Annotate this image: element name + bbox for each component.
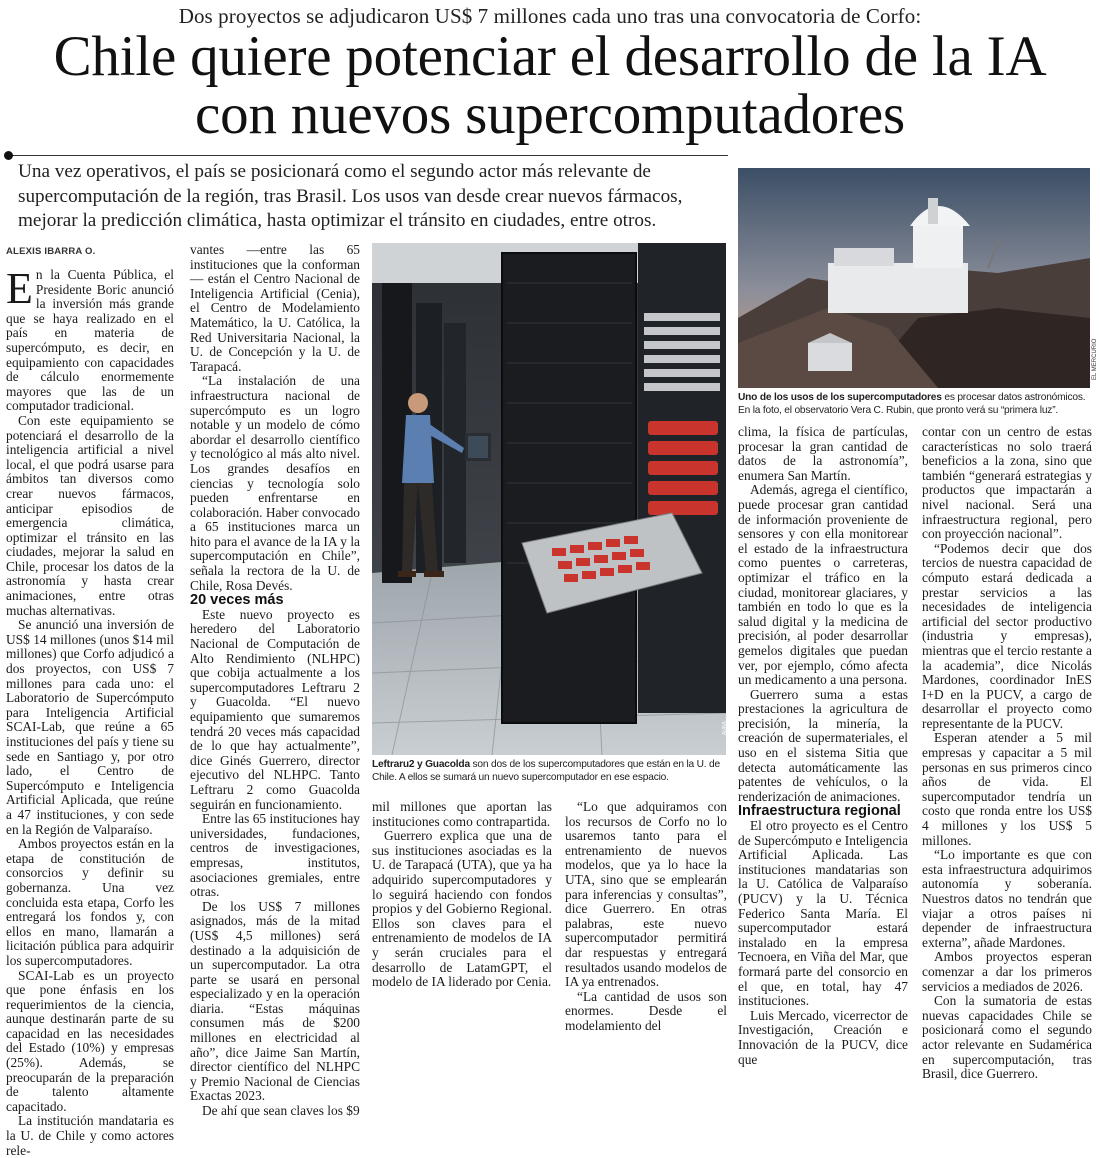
caption-lead: Leftraru2 y Guacolda [372, 759, 470, 770]
caption-lead: Uno de los usos de los supercomputadores [738, 392, 942, 403]
server-room-photo [372, 243, 726, 755]
paragraph: Con este equipamiento se potenciará el desarrollo de la inteligencia artificial a nivel local, el que podrá usarse para ámbitos tan diversos como crear nuevos fármacos, anticipar episodios de emergencia climática, optimizar el tránsito en las ciudades, mejorar la salud en Chile, procesar los datos de la astronomía y hasta crear animaciones, entre otras muchas alternativas. [6, 412, 174, 618]
paragraph: Entre las 65 instituciones hay universidades, fundaciones, centros de investigaciones, empresas, institutos, asociaciones gremiales, entre otras. [190, 811, 360, 900]
paragraph: En la Cuenta Pública, el Presidente Boric anunció la inversión más grande que se haya realizado en el país en materia de supercómputo, es decir, en equipamiento con capacidades de cálculo enormemente mayores que las de un computador tradicional. [6, 264, 174, 414]
caption-text: son dos de los supercomputadores que están en la U. de Chile. A ellos se sumará un nuevo supercomputador en ese espacio. [372, 759, 720, 783]
subhead: 20 veces más [190, 592, 284, 609]
article-column-2 [190, 243, 360, 1119]
headline-line-2: con nuevos supercomputadores [195, 83, 905, 146]
paragraph: Luis Mercado, vicerrector de Investigación, Creación e Innovación de la PUCV, dice que [738, 1007, 908, 1067]
paragraph: Guerrero suma a estas prestaciones la agricultura de precisión, la minería, la creación de supermateriales, el uso en el sistema Sitia que detecta automáticamente las patentes de vehículos, o la renderización de animaciones. [738, 686, 908, 804]
paragraph: mil millones que aportan las instituciones como contrapartida. [372, 799, 552, 829]
photo-credit: EL MERCURIO [1092, 338, 1098, 380]
paragraph: De ahí que sean claves los $9 [202, 1103, 360, 1119]
paragraph: “La cantidad de usos son enormes. Desde el modelamiento del [565, 988, 727, 1033]
paragraph: El otro proyecto es el Centro de Supercómputo e Inteligencia Artificial Aplicada. Las instituciones mandatarias son la U. Católica de Valparaíso (PUCV) y la U. Técnica Federico Santa María. El supercomputador estará instalado en la empresa Tecnoera, en Viña del Mar, que formará parte del consorcio en el que, en total, hay 47 instituciones. [738, 818, 908, 1009]
paragraph: Este nuevo proyecto es heredero del Laboratorio Nacional de Computación de Alto Rendimiento (NLHPC) que cobija actualmente a los supercomputadores Leftraru 2 y Guacolda. “El nuevo equipamiento que sumaremos tendrá 20 veces más capacidad de lo que hay actualmente”, dice Ginés Guerrero, director ejecutivo del NLHPC. Tanto Leftraru 2 como Guacolda seguirán en funcionamiento. [190, 606, 360, 812]
deck: Una vez operativos, el país se posicionará como el segundo actor más relevante de supercomputación de la región, tras Brasil. Los usos van desde crear nuevos fármacos, mejorar la predicción climática, hasta optimizar el tránsito en ciudades, entre otros. [18, 161, 683, 231]
paragraph: La institución mandataria es la U. de Chile y como actores rele- [6, 1113, 174, 1158]
paragraph: “Lo importante es que con esta infraestructura adquirimos autonomía y soberanía. Nuestros datos no tendrán que viajar a otros países ni depender de infraestructura externa”, añade Mardones. [922, 847, 1092, 950]
article-column-1 [6, 264, 174, 1158]
photo-credit: AURA [722, 721, 728, 735]
paragraph: Ambos proyectos están en la etapa de constitución de consorcios y definir su gobernanza. Una vez concluida esta etapa, Corfo les entregará los fondos y, con ellos en mano, llamarán a licitación pública para adquirir los supercomputadores. [6, 836, 174, 968]
paragraph: SCAI-Lab es un proyecto que pone énfasis en los requerimientos de la ciencia, aunque destinarán parte de su capacidad en las necesidades del Estado (10%) y empresas (25%). Además, se preocuparán de la preparación de talento altamente capacitado. [6, 967, 174, 1114]
paragraph: “Podemos decir que dos tercios de nuestra capacidad de cómputo estará dedicada a prestar servicios a las necesidades de inteligencia artificial del sector productivo (industria y empresas), mientras que el tercio restante a la academia”, dice Nicolás Mardones, coordinador InES I+D en la PUCV, a cargo de desarrollar el proyecto como representante de la PUCV. [922, 540, 1092, 731]
article-column-5 [922, 425, 1092, 1082]
subhead: Infraestructura regional [738, 803, 901, 820]
paragraph: vantes —entre las 65 instituciones que la conforman— están el Centro Nacional de Inteligencia Artificial (Cenia), el Centro de Modelamiento Matemático, la U. Católica, la Red Universitaria Nacional, la U. de Concepción y la U. de Tarapacá. [190, 242, 360, 374]
paragraph: “La instalación de una infraestructura nacional de supercómputo es un logro notable y un modelo de cómo abordar el desarrollo científico y tecnológico al más alto nivel. Los grandes desafíos en ciencias y tecnología solo pueden enfrentarse en colaboración. Haber convocado a 65 instituciones marca un hito para el avance de la IA y la supercomputación en Chile”, señala la rectora de la U. de Chile, Rosa Devés. [190, 373, 360, 593]
paragraph: De los US$ 7 millones asignados, más de la mitad (US$ 4,5 millones) será destinado a la adquisición de un supercomputador. La otra parte se usará en personal especializado y en la operación diaria. “Estas máquinas consumen más de $200 millones en electricidad al año”, dice Jaime San Martín, director científico del NLHPC y Premio Nacional de Ciencias Exactas 2023. [190, 898, 360, 1104]
divider-dot [4, 151, 13, 160]
observatory-illustration [738, 168, 1090, 388]
caption-text: es procesar datos astronómicos. En la foto, el observatorio Vera C. Rubin, que pronto verá su “primera luz”. [738, 392, 1086, 416]
paragraph: contar con un centro de estas características no solo traerá beneficios a la zona, sino que también “generará estrategias y productos que impactarán a nivel nacional. Será una infraestructura regional, pero con proyección nacional”. [922, 424, 1092, 542]
paragraph: Con la sumatoria de estas nuevas capacidades Chile se posicionará como el segundo actor relevante en Sudamérica en supercomputación, tras Brasil, dice Guerrero. [922, 993, 1092, 1082]
photo-caption [738, 391, 1092, 417]
paragraph: clima, la física de partículas, procesar la gran cantidad de datos de la astronomía”, enumera San Martín. [738, 424, 908, 483]
paragraph: Además, agrega el científico, puede procesar gran cantidad de información proveniente de sensores y con ella monitorear el estado de la infraestructura como puentes o carreteras, optimizar el tráfico en la ciudad, monitorear glaciares, y también en todo lo que es la salud digital y la medicina de precisión, al poder desarrollar gemelos digitales que puedan ver, por ejemplo, cómo afecta un medicamento a una persona. [738, 482, 908, 688]
article-column-4 [738, 425, 908, 1067]
server-room-illustration [372, 243, 726, 755]
byline: ALEXIS IBARRA O. [6, 246, 96, 257]
paragraph: Ambos proyectos esperan comenzar a dar los primeros servicios a mediados de 2026. [922, 949, 1092, 994]
kicker: Dos proyectos se adjudicaron US$ 7 millones cada uno tras una convocatoria de Corfo: [178, 4, 922, 28]
article-column-3b [565, 800, 727, 1034]
paragraph: “Lo que adquiramos con los recursos de Corfo no lo usaremos tanto para el entrenamiento de nuevos modelos, que ya lo hace la UTA, sino que se emplearán para inferencias y consultas”, dice Guerrero. En otras palabras, este nuevo supercomputador permitirá dar respuestas y entregará resultados usando modelos de IA ya entrenados. [565, 799, 727, 990]
divider-rule [8, 155, 728, 156]
drop-cap: E [6, 264, 33, 313]
headline [0, 25, 1100, 146]
photo-caption [372, 758, 726, 784]
paragraph: Guerrero explica que una de sus instituciones asociadas es la U. de Tarapacá (UTA), que ya ha adquirido supercomputadores y lo seguirá haciendo con fondos propios y del Gobierno Regional. Ellos son claves para el entrenamiento de modelos de IA y serán cruciales para el desarrollo de LatamGPT, el modelo de IA liderado por Cenia. [372, 828, 552, 990]
article-column-3 [372, 800, 552, 990]
paragraph: Se anunció una inversión de US$ 14 millones (unos $14 mil millones) que Corfo adjudicó a dos proyectos, con US$ 7 millones para cada uno: el Laboratorio de Supercómputo para Inteligencia Artificial SCAI-Lab, que reúne a 65 instituciones del país y tiene su sede en Santiago y, por otro lado, el Centro de Supercómputo e Inteligencia Artificial Aplicada, que reúne a 47 instituciones, y con sede en la Región de Valparaíso. [6, 617, 174, 837]
paragraph: Esperan atender a 5 mil empresas y capacitar a 5 mil personas en sus primeros cinco años de vida. El supercomputador tendría un costo que ronda entre los US$ 4 millones y los US$ 5 millones. [922, 730, 1092, 848]
headline-line-1: Chile quiere potenciar el desarrollo de la IA [53, 25, 1047, 88]
observatory-photo [738, 168, 1090, 388]
